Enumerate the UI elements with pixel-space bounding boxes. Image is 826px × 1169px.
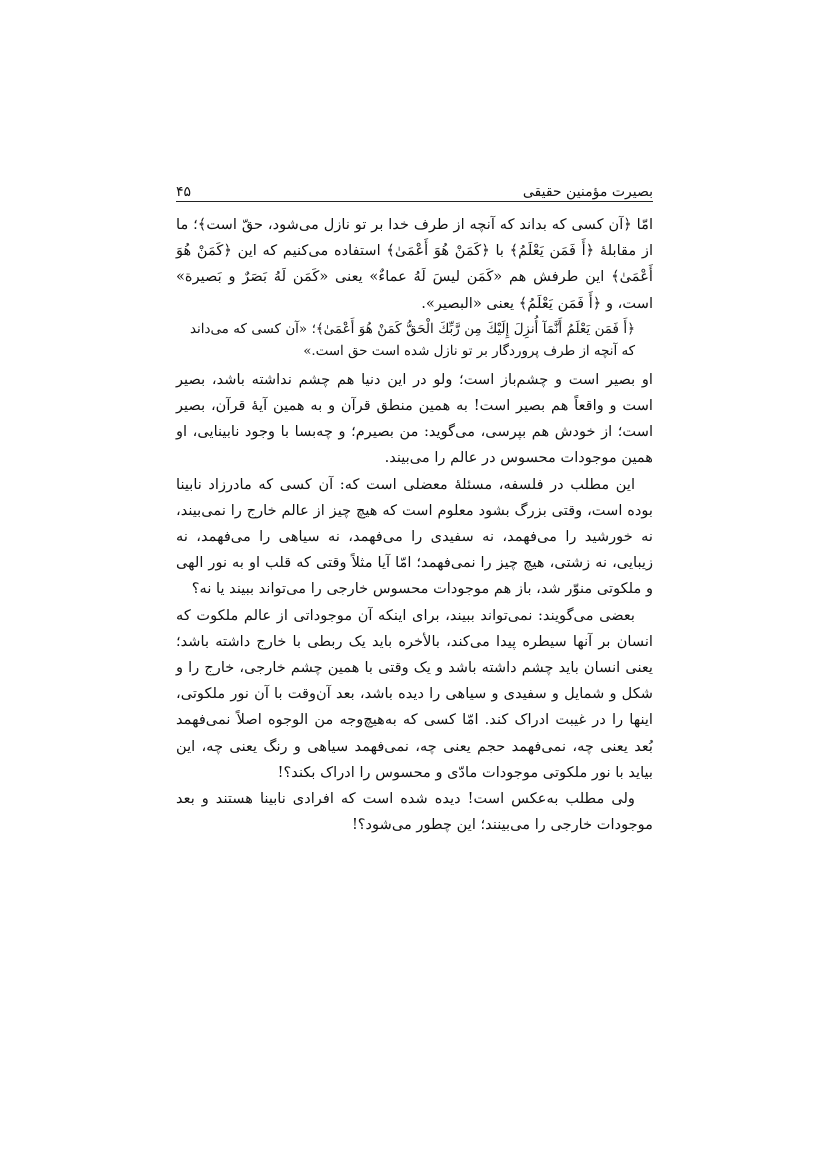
- paragraph: امّا ﴿آن کسی که بداند که آنچه از طرف خدا بر تو نازل می‌شود، حقّ است﴾؛ ما از مقابلهٔ ﴿أَ فَمَن يَعْلَمُ﴾ با ﴿كَمَنْ هُوَ أَعْمَىٰ﴾ استفاده می‌کنیم که این ﴿كَمَنْ هُوَ أَعْمَىٰ﴾ این طرفش هم «كَمَن ليسَ لَهُ عماءٌ» یعنی «كَمَن لَهُ بَصَرٌ و بَصيرة» است، و ﴿أَ فَمَن يَعْلَمُ﴾ یعنی «البصير».: [176, 216, 653, 312]
- chapter-title: بصیرت مؤمنین حقیقی: [522, 184, 653, 200]
- paragraph: بعضی می‌گویند: نمی‌تواند ببیند، برای اینکه آن موجوداتی از عالم ملکوت که انسان بر آنها سیطره پیدا می‌کند، بالأخره باید یک ربطی با خارج داشته باشد؛ یعنی انسان باید چشم داشته باشد و یک وقتی با همین چشم خارجی، خارج را و شکل و شمایل و سفیدی و سیاهی را دیده باشد، بعد آن‌وقت با آن نور ملکوتی، اینها را در غیبت ادراک کند. امّا کسی که به‌هیچ‌وجه من الوجوه اصلاً نمی‌فهمد بُعد یعنی چه، نمی‌فهمد حجم یعنی چه، نمی‌فهمد سیاهی و رنگ یعنی چه، این بیاید با نور ملکوتی موجودات مادّی و محسوس را ادراک بکند؟!: [176, 606, 653, 781]
- running-header: [176, 176, 653, 200]
- header-rule: [176, 201, 653, 202]
- body-text: [176, 212, 653, 838]
- verse-quote: ﴿أَ فَمَن يَعْلَمُ أَنَّمَآ أُنزِلَ إِلَيْكَ مِن رَّبِّكَ الْحَقُّ كَمَنْ هُوَ أَعْمَىٰ﴾؛ «آن کسی که می‌داند که آنچه از طرف پروردگار بر تو نازل شده است حق است.»: [190, 321, 635, 359]
- paragraph: این مطلب در فلسفه، مسئلهٔ معضلی است که: آن کسی که مادرزاد نابینا بوده است، وقتی بزرگ بشود معلوم است که هیچ چیز از عالم خارج را نمی‌بیند، نه خورشید را می‌فهمد، نه سفیدی را می‌فهمد، نه سیاهی را می‌فهمد، نه زیبایی، نه زشتی، هیچ چیز را نمی‌فهمد؛ امّا آیا مثلاً وقتی که قلب او به نور الهی و ملکوتی منوّر شد، باز هم موجودات محسوس خارجی را می‌تواند ببیند یا نه؟: [176, 475, 653, 598]
- page-number: ۴۵: [176, 184, 192, 200]
- paragraph: ولی مطلب به‌عکس است! دیده شده است که افرادی نابینا هستند و بعد موجودات خارجی را می‌بینند؛ این چطور می‌شود؟!: [176, 790, 653, 834]
- paragraph: او بصیر است و چشم‌باز است؛ ولو در این دنیا هم چشم نداشته باشد، بصیر است و واقعاً هم بصیر است! به همین منطق قرآن و به همین آیهٔ قرآن، بصیر است؛ از خودش هم بپرسی، می‌گوید: من بصیرم؛ و چه‌بسا با وجود نابینایی، او همین موجودات محسوس در عالم را می‌بیند.: [176, 370, 653, 467]
